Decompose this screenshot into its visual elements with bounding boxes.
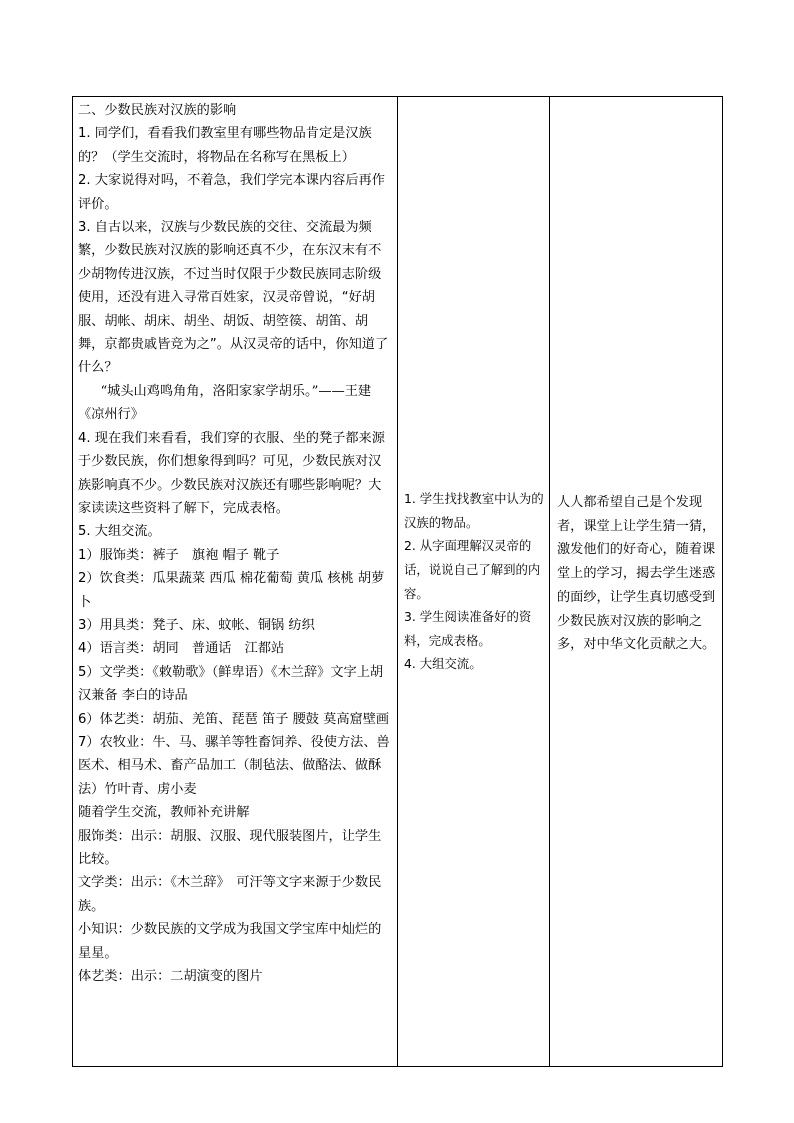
list-item: 3）用具类：凳子、床、蚊帐、铜锅 纺织	[78, 617, 315, 633]
paragraph: 人人都希望自己是个发现者，课堂上让学生猜一猜，激发他们的好奇心，随着课堂上的学习，揭去学生迷惑的面纱，让学生真切感受到少数民族对汉族的影响之多，对中华文化贡献之大。	[557, 494, 716, 653]
design-intent-cell	[550, 97, 723, 1067]
list-item: 4）语言类：胡同 普通话 江都站	[78, 641, 285, 657]
poem-quote: “城头山鸡鸣角角，洛阳家家学胡乐。”——王建《凉州行》	[78, 383, 372, 423]
student-activity-cell	[398, 97, 550, 1067]
paragraph: 3. 自古以来，汉族与少数民族的交往、交流最为频繁，少数民族对汉族的影响还真不少，在东汉末有不少胡物传进汉族，不过当时仅限于少数民族同志阶级使用，还没有进入寻常百姓家，汉灵帝曾说，“好胡服、胡帐、胡床、胡坐、胡饭、胡箜篌、胡笛、胡舞，京都贵戚皆竞为之”。从汉灵帝的话中，你知道了什么？	[78, 220, 389, 376]
list-item: 2）饮食类：瓜果蔬菜 西瓜 棉花葡萄 黄瓜 核桃 胡萝卜	[78, 571, 385, 610]
list-item: 7）农牧业：牛、马、骡羊等牲畜饲养、役使方法、兽医术、相马术、畜产品加工（制毡法、做酪法、做酥法）竹叶青、虏小麦	[78, 734, 390, 797]
section-heading: 二、少数民族对汉族的影响	[78, 103, 237, 118]
paragraph: 随着学生交流，教师补充讲解	[78, 805, 250, 821]
table-row	[73, 97, 723, 1067]
list-item: 4. 大组交流。	[404, 656, 482, 672]
paragraph: 5. 大组交流。	[78, 524, 161, 540]
list-item: 2. 从字面理解汉灵帝的话，说说自己了解到的内容。	[404, 538, 541, 601]
list-item: 3. 学生阅读准备好的资料，完成表格。	[404, 609, 532, 648]
lesson-plan-table	[72, 96, 723, 1067]
list-item: 5）文学类：《敕勒歌》（鲜卑语）《木兰辞》文字上胡汉兼备 李白的诗品	[78, 664, 384, 704]
paragraph: 2. 大家说得对吗，不着急，我们学完本课内容后再作评价。	[78, 173, 385, 212]
paragraph: 文学类：出示：《木兰辞》 可汗等文字来源于少数民族。	[78, 875, 382, 914]
teaching-process-cell	[73, 97, 398, 1067]
paragraph: 体艺类：出示：二胡演变的图片	[78, 969, 263, 985]
paragraph: 服饰类：出示：胡服、汉服、现代服装图片，让学生比较。	[78, 828, 382, 867]
list-item: 6）体艺类：胡茄、羌笛、琵琶 笛子 腰鼓 莫高窟壁画	[78, 711, 390, 727]
paragraph: 小知识：少数民族的文学成为我国文学宝库中灿烂的星星。	[78, 922, 382, 961]
paragraph: 4. 现在我们来看看，我们穿的衣服、坐的凳子都来源于少数民族，你们想象得到吗？可见，少数民族对汉族影响真不少。少数民族对汉族还有哪些影响呢？大家读读这些资料了解下，完成表格。	[78, 430, 385, 516]
list-item: 1. 学生找找教室中认为的汉族的物品。	[404, 491, 544, 530]
paragraph: 1. 同学们，看看我们教室里有哪些物品肯定是汉族的？（学生交流时，将物品在名称写在黑板上）	[78, 126, 372, 165]
list-item: 1）服饰类：裤子 旗袍 帽子 靴子	[78, 547, 280, 563]
